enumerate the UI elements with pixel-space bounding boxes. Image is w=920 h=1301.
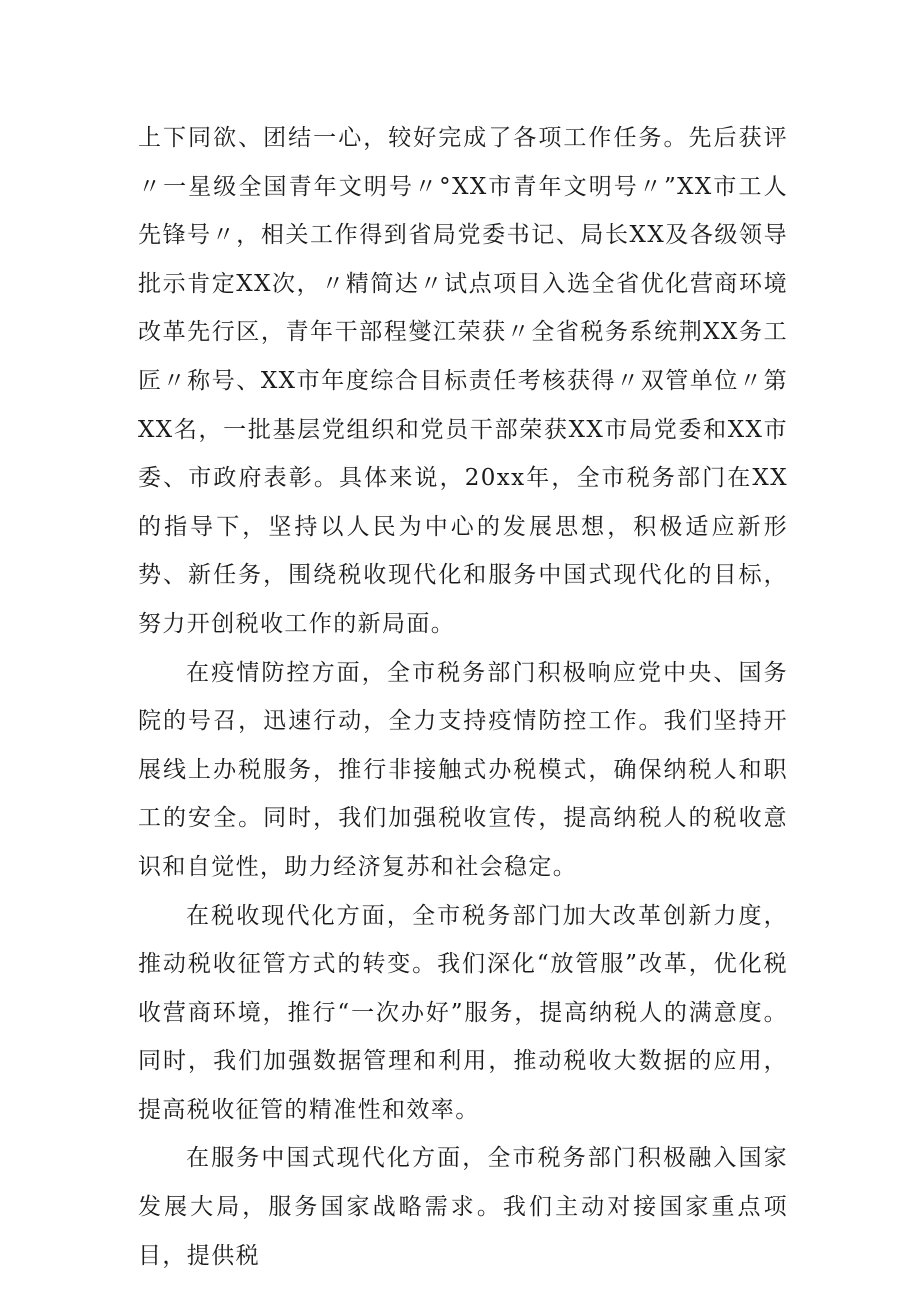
paragraph-1: 上下同欲、团结一心，较好完成了各项工作任务。先后获评〃一星级全国青年文明号〃°XX市青年文明号〃”XX市工人先锋号〃，相关工作得到省局党委书记、局长XX及各级领导批示肯定XX次，〃精简达〃试点项目入选全省优化营商环境改革先行区，青年干部程燮江荣获〃全省税务系统荆XX务工匠〃称号、XX市年度综合目标责任考核获得〃双管单位〃第XX名，一批基层党组织和党员干部荣获XX市局党委和XX市委、市政府表彰。具体来说，20xx年，全市税务部门在XX的指导下，坚持以人民为中心的发展思想，积极适应新形势、新任务，围绕税收现代化和服务中国式现代化的目标，努力开创税收工作的新局面。	[138, 125, 788, 637]
paragraph-2: 在疫情防控方面，全市税务部门积极响应党中央、国务院的号召，迅速行动，全力支持疫情防控工作。我们坚持开展线上办税服务，推行非接触式办税模式，确保纳税人和职工的安全。同时，我们加强税收宣传，提高纳税人的税收意识和自觉性，助力经济复苏和社会稳定。	[138, 659, 788, 880]
document-body	[138, 114, 788, 1280]
paragraph-3: 在税收现代化方面，全市税务部门加大改革创新力度，推动税收征管方式的转变。我们深化“放管服”改革，优化税收营商环境，推行“一次办好”服务，提高纳税人的满意度。同时，我们加强数据管理和利用，推动税收大数据的应用，提高税收征管的精准性和效率。	[138, 902, 788, 1123]
paragraph-4: 在服务中国式现代化方面，全市税务部门积极融入国家发展大局，服务国家战略需求。我们主动对接国家重点项目，提供税	[138, 1145, 788, 1269]
